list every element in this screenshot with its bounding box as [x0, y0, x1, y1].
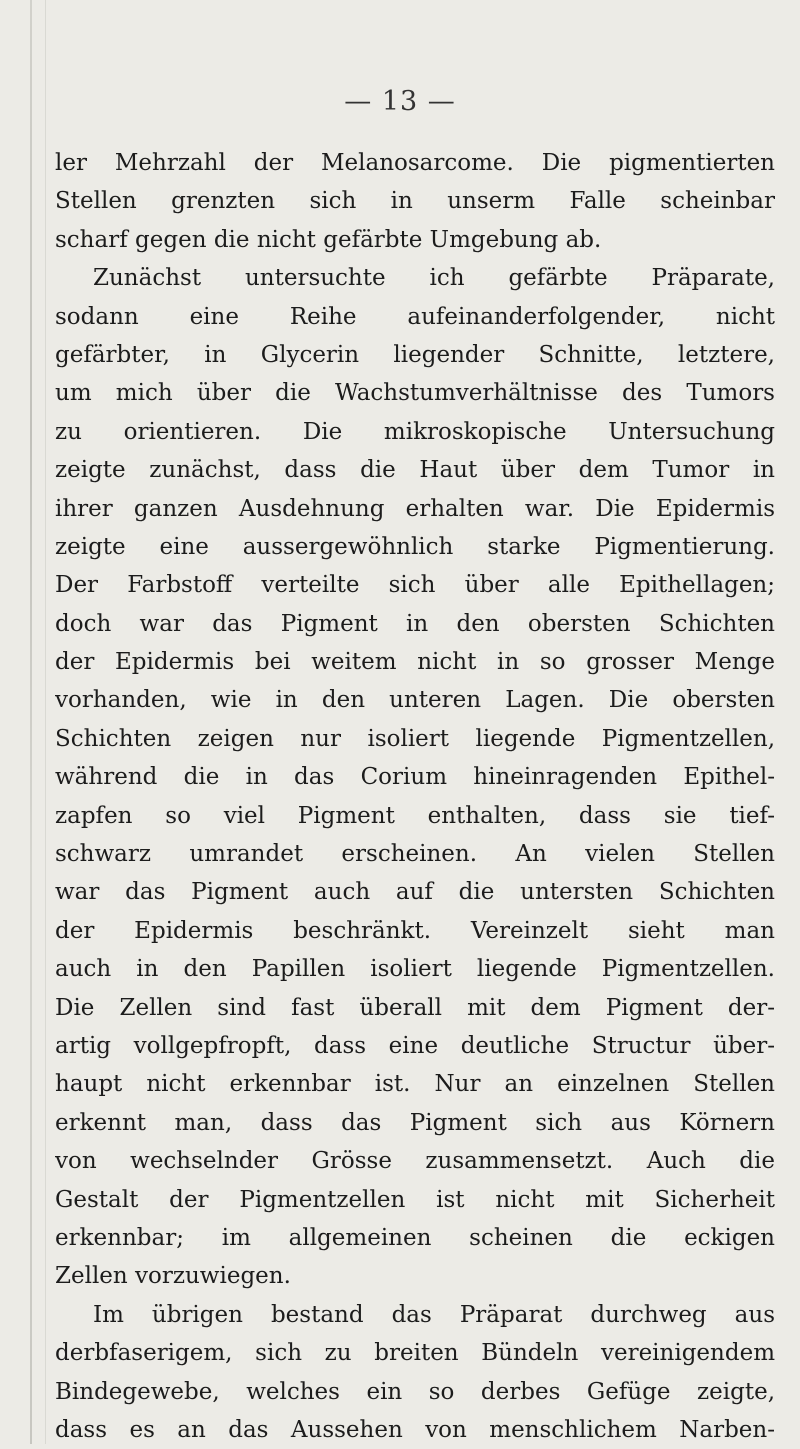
text-line: Bindegewebe, welches ein so derbes Gefüge zeigte,: [55, 1378, 775, 1405]
text-line: ihrer ganzen Ausdehnung erhalten war. Die Epidermis: [55, 495, 775, 522]
text-line: Schichten zeigen nur isoliert liegende Pigmentzellen,: [55, 725, 775, 752]
text-line: erkennbar; im allgemeinen scheinen die eckigen: [55, 1224, 775, 1251]
binding-shadow: [30, 0, 32, 1444]
text-line: sodann eine Reihe aufeinanderfolgender, nicht: [55, 303, 775, 330]
text-line: während die in das Corium hineinragenden Epithel-: [55, 764, 775, 791]
text-line: war das Pigment auch auf die untersten Schichten: [55, 879, 775, 906]
text-line: ler Mehrzahl der Melanosarcome. Die pigmentierten: [55, 150, 775, 176]
text-line: Im übrigen bestand das Präparat durchweg aus: [93, 1301, 775, 1328]
text-line: zeigte eine aussergewöhnlich starke Pigmentierung.: [55, 533, 775, 560]
text-line: Stellen grenzten sich in unserm Falle scheinbar: [55, 188, 775, 215]
text-line: Die Zellen sind fast überall mit dem Pigment der-: [55, 994, 775, 1021]
text-line: derbfaserigem, sich zu breiten Bündeln vereinigendem: [55, 1340, 775, 1367]
text-line: von wechselnder Grösse zusammensetzt. Auch die: [55, 1148, 775, 1175]
text-line: zeigte zunächst, dass die Haut über dem Tumor in: [55, 457, 775, 484]
text-line: Zellen vorzuwiegen.: [55, 1263, 291, 1290]
text-line: zu orientieren. Die mikroskopische Untersuchung: [55, 418, 775, 445]
page-number: — 13 —: [344, 86, 456, 117]
text-line: haupt nicht erkennbar ist. Nur an einzelnen Stellen: [55, 1071, 775, 1098]
text-line: zapfen so viel Pigment enthalten, dass sie tief-: [55, 802, 775, 829]
body-text: [55, 144, 775, 1449]
text-line: Gestalt der Pigmentzellen ist nicht mit Sicherheit: [55, 1186, 775, 1213]
text-line: Der Farbstoff verteilte sich über alle Epithellagen;: [55, 572, 775, 599]
text-line: auch in den Papillen isoliert liegende Pigmentzellen.: [55, 956, 775, 983]
binding-shadow-inner: [45, 0, 46, 1444]
text-line: schwarz umrandet erscheinen. An vielen Stellen: [55, 841, 775, 868]
text-line: artig vollgepfropft, dass eine deutliche Structur über-: [55, 1032, 775, 1059]
text-line: um mich über die Wachstumverhältnisse des Tumors: [55, 380, 775, 407]
text-line: der Epidermis bei weitem nicht in so grosser Menge: [55, 649, 775, 676]
text-line: doch war das Pigment in den obersten Schichten: [55, 610, 775, 637]
text-line: scharf gegen die nicht gefärbte Umgebung ab.: [55, 226, 602, 253]
text-line: erkennt man, dass das Pigment sich aus Körnern: [55, 1109, 775, 1136]
text-line: vorhanden, wie in den unteren Lagen. Die obersten: [55, 687, 775, 714]
text-line: Zunächst untersuchte ich gefärbte Präparate,: [93, 265, 775, 292]
text-line: gefärbter, in Glycerin liegender Schnitte, letztere,: [55, 341, 775, 368]
text-line: der Epidermis beschränkt. Vereinzelt sieht man: [55, 917, 775, 944]
text-line: dass es an das Aussehen von menschlichem Narben-: [55, 1416, 775, 1443]
